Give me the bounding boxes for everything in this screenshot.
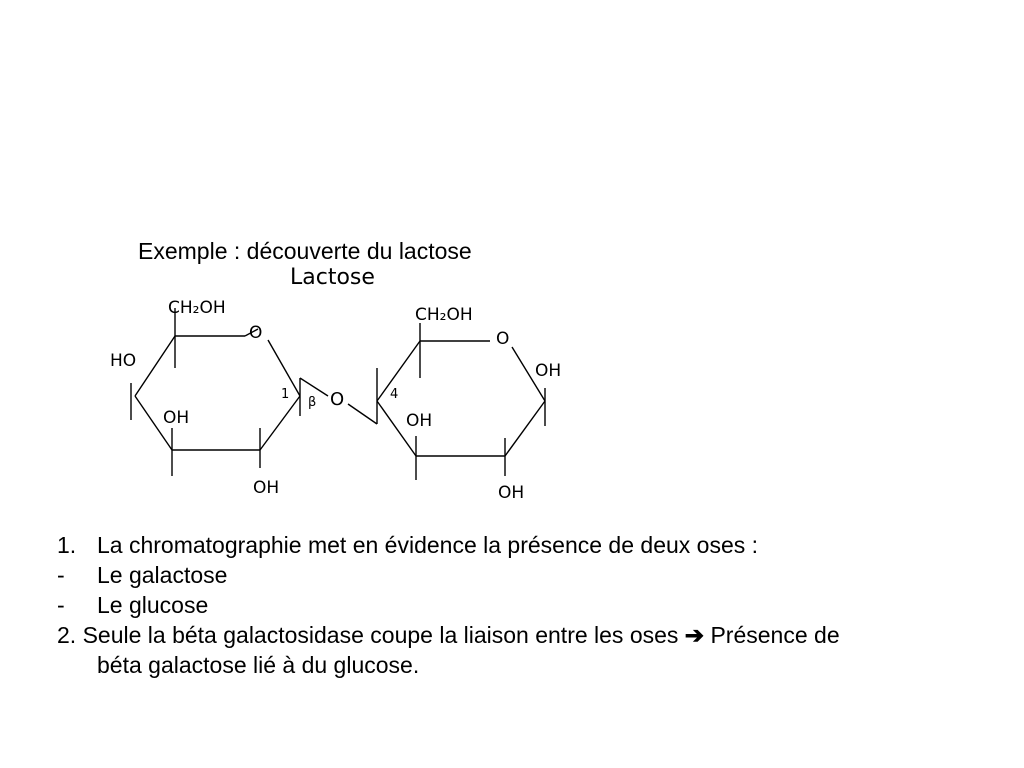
glycosidic-oxygen: O [330, 389, 345, 410]
right-arrow-icon: ➔ [684, 622, 705, 648]
ring-bond [377, 341, 420, 401]
galactose-ring [110, 298, 328, 498]
glucose-oh-mid-label: OH [406, 411, 433, 431]
galactose-ch2oh-label: CH₂OH [168, 298, 226, 318]
ring-bond [505, 401, 545, 456]
dash-bullet: - [57, 562, 65, 588]
item-number: 1. [57, 532, 77, 558]
galactose-ho-label: HO [110, 351, 137, 371]
list-item [57, 620, 957, 678]
dash-bullet: - [57, 592, 65, 618]
galactose-oh-bottom-label: OH [253, 478, 280, 498]
item-text-continuation: béta galactose lié à du glucose. [97, 652, 420, 678]
galactose-ring-oxygen: O [249, 323, 263, 343]
molecule-name: Lactose [290, 265, 375, 290]
list-item [57, 530, 957, 560]
slide-title: Exemple : découverte du lactose [138, 238, 472, 264]
lactose-structure-diagram [100, 258, 580, 508]
glucose-oh-right-label: OH [535, 361, 562, 381]
glycosidic-bond [348, 404, 377, 424]
carbon-4-label: 4 [390, 387, 399, 402]
glucose-ch2oh-label: CH₂OH [415, 305, 473, 325]
item-text: Présence de [710, 622, 840, 648]
glucose-ring [377, 305, 561, 503]
item-text: 2. Seule la béta galactosidase coupe la liaison entre les oses [57, 622, 679, 648]
ring-bond [135, 336, 175, 396]
ring-bond [260, 396, 300, 450]
item-text: Le glucose [97, 592, 209, 618]
carbon-1-label: 1 [281, 387, 290, 402]
list-item [57, 590, 957, 620]
list-item [57, 560, 957, 590]
glucose-oh-bottom-label: OH [498, 483, 525, 503]
item-text: Le galactose [97, 562, 228, 588]
galactose-oh-mid-label: OH [163, 408, 190, 428]
beta-label: β [308, 395, 317, 410]
glycosidic-bond [300, 378, 328, 396]
findings-list [57, 530, 957, 678]
glucose-ring-oxygen: O [496, 329, 510, 349]
item-text: La chromatographie met en évidence la présence de deux oses : [97, 532, 759, 558]
